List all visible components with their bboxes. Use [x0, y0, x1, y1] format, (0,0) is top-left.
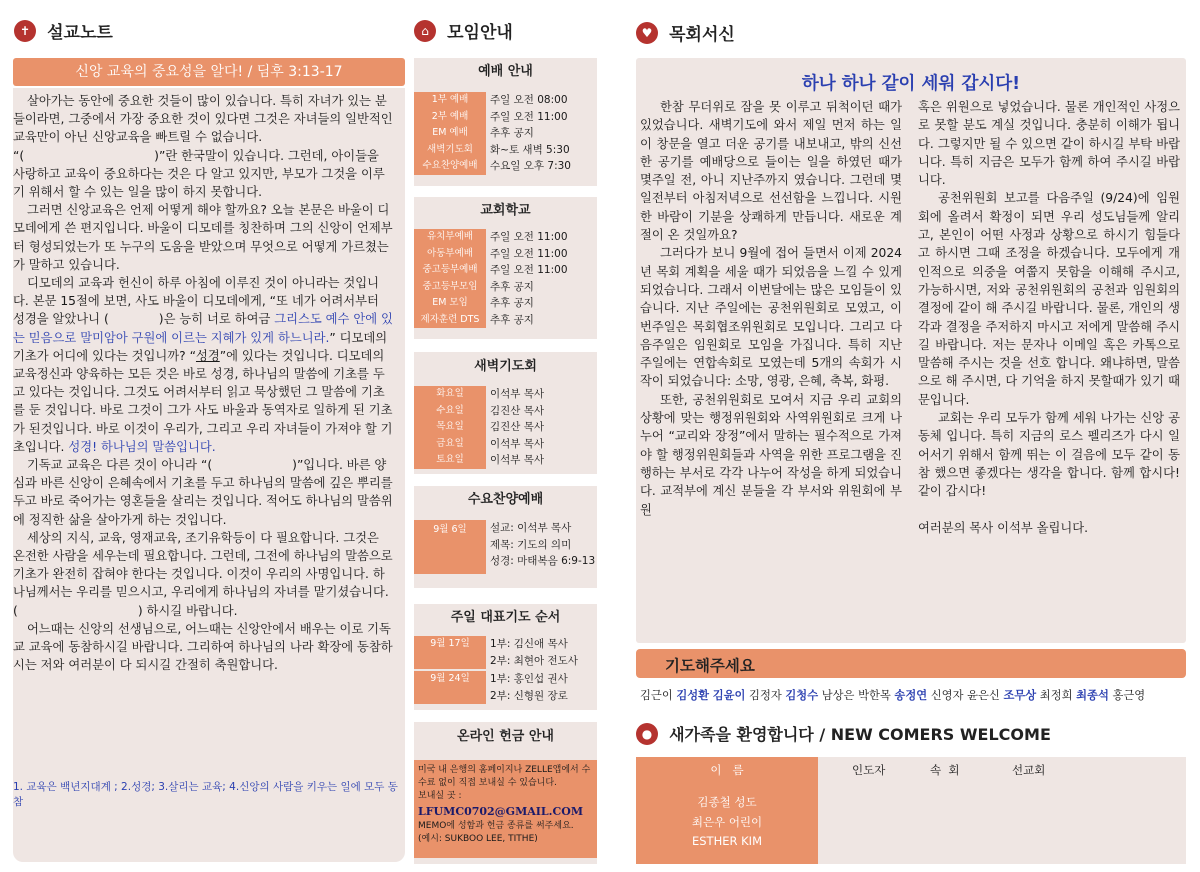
- letter-title: 하나 하나 같이 세워 갑시다!: [801, 74, 1021, 94]
- dawn-row: [414, 386, 597, 403]
- worship-row-label: 2부 예배: [414, 109, 486, 126]
- meeting-section-header: [414, 18, 599, 48]
- wednesday-date: 9월 6일: [414, 520, 486, 574]
- school-row: [414, 312, 597, 329]
- sermon-paragraph: [13, 529, 393, 620]
- school-row-label: 유치부예배: [414, 229, 486, 246]
- sermon-paragraph: 그러면 신앙교육은 언제 어떻게 해야 할까요? 오늘 본문은 바울이 디모데에게 쓴 편지입니다. 바울이 디모데를 칭찬하며 그의 신앙이 언제부터 형성되었는가 또 누구의 도움을 받았으며 무엇으로 어떻게 가르쳤는가 말하고 있습니다.: [13, 203, 393, 272]
- header-mission-group: 선교회: [1012, 763, 1046, 777]
- text-run: 세상의 지식, 교육, 영재교육, 조기유학등이 다 필요합니다. 그것은 온전한 사람을 세우는데 필요합니다. 그런데, 그전에 하나님의 말씀으로 기초가 완전히 잡혀야 한다는 것입니다. 이것이 우리의 사명입니다. 하나님께서는 우리를 믿으시고, 우리에게 하나님의 자녀를 맡기셨습니다. (: [13, 530, 393, 618]
- worship-row-value: 주일 오전 11:00: [490, 110, 568, 123]
- worship-row-label: 수요찬양예배: [414, 158, 486, 175]
- school-row-value: 주일 오전 11:00: [490, 247, 568, 260]
- letter-paragraph: 혹은 위원으로 넣었습니다. 물론 개인적인 사정으로 못할 분도 계실 것입니다. 충분히 이해가 됩니다. 그렇지만 될 수 있으면 같이 하시길 부탁 바랍니다. 특히 지금은 모두가 함께 하여 주시길 바랍니다.: [918, 100, 1180, 188]
- prayer-name: 송정연: [894, 689, 928, 702]
- online-email: LFUMC0702@GMAIL.COM: [418, 805, 584, 818]
- text-run: 기독교 교육은 다른 것이 아니라 “(: [27, 458, 213, 473]
- dawn-title: 새벽기도회: [474, 359, 537, 374]
- sermon-section-header: [14, 18, 404, 48]
- sermon-paragraph: 어느때는 신앙의 선생님으로, 어느때는 신앙안에서 배우는 이로 기독교 교육에 동참하시길 바랍니다. 그리하여 하나님의 나라 확장에 동참하시는 저와 여러분이 다 되시길 간절히 축원합니다.: [13, 621, 393, 673]
- letter-paragraph: 교회는 우리 모두가 함께 세워 나가는 신앙 공동체 입니다. 특히 지금의 로스 펠리즈가 다시 일어서기 위해서 함께 뛰는 이 걸음에 모두 같이 동참 했으면 좋겠다는 생각을 합니다. 함께 합시다! 같이 갑시다!: [918, 411, 1180, 499]
- prayer-name: 김성환: [676, 689, 710, 702]
- prayer-order-box: [414, 604, 597, 710]
- letter-paragraph: 또한, 공천위원회로 모여서 지금 우리 교회의 상황에 맞는 행정위원회와 사역위원회로 크게 나누어 “교리와 장정”에서 말하는 필수적으로 가져야 할 행정위원회들과 사역을 위한 프로그램을 진행하는 부서로 각각 나누어 작성을 하게 되었습니다. 교적부에 계신 분들을 각 부서와 위원회에 부원: [640, 392, 902, 517]
- sermon-body: [13, 92, 393, 675]
- prayer-name: 최정희: [1039, 689, 1073, 702]
- wednesday-service-box: [414, 486, 597, 588]
- prayer-names-list: [640, 687, 1190, 703]
- sermon-answer-note: 1. 교육은 백년지대계 ; 2.성경; 3.살리는 교육; 4.신앙의 사람을 키우는 일에 모두 동참: [13, 781, 398, 808]
- wednesday-line: 제목: 기도의 의미: [490, 538, 572, 551]
- school-row-value: 주일 오전 11:00: [490, 264, 568, 276]
- prayer-order-line: 1부: 김신애 목사: [490, 638, 568, 650]
- sermon-title-bar: 신앙 교육의 중요성을 알다! / 딤후 3:13-17: [13, 58, 405, 86]
- sermon-paragraph: [13, 274, 393, 456]
- prayer-order-group: [414, 671, 597, 704]
- dawn-row: [414, 403, 597, 420]
- wednesday-line: 성경: 마태복음 6:9-13: [490, 555, 596, 567]
- worship-row-value: 주일 오전 08:00: [490, 94, 568, 106]
- dawn-row-label: 금요일: [414, 436, 486, 453]
- prayer-name: 김윤이: [712, 689, 746, 702]
- prayer-order-line: 1부: 홍인섭 권사: [490, 673, 568, 685]
- letter-paragraph: 그러다가 보니 9월에 접어 들면서 이제 2024년 목회 계획을 세울 때가 되었음을 느낄 수 있게 되었습니다. 그래서 이번달에는 많은 모임들이 있습니다. 지난 주일에는 공천위원회로 모였고, 이번주일은 목회협조위원회로 모입니다. 그리고 다음주일은 임원회로 모임을 가집니다. 특히 지난 주일에는 연합속회로 모였는데 5개의 속회가 시작이 되었습니다: 소망, 영광, 은혜, 축복, 화평.: [640, 246, 902, 389]
- school-row-label: 중고등부모임: [414, 279, 486, 296]
- sermon-paragraph: [13, 147, 393, 202]
- header-guide: 인도자: [852, 763, 886, 777]
- meeting-section-title: 모임안내: [447, 23, 513, 43]
- school-title: 교회학교: [480, 203, 531, 218]
- school-row: [414, 295, 597, 312]
- underlined-word: 성경: [195, 348, 220, 363]
- prayer-order-date: 9월 17일: [414, 636, 486, 669]
- school-row-label: 중고등부예배: [414, 262, 486, 279]
- letter-section-header: [636, 20, 936, 50]
- worship-row-label: 1부 예배: [414, 92, 486, 109]
- school-row: [414, 262, 597, 279]
- online-line: 미국 내 은행의 홈페이지나 ZELLE앱에서 수수료 없이 직접 보내실 수 있습니다.: [418, 765, 591, 788]
- text-run: “(: [13, 148, 25, 163]
- text-run: ) 하시길 바랍니다.: [137, 603, 238, 618]
- worship-row-value: 추후 공지: [490, 127, 534, 139]
- dawn-row-value: 김진산 목사: [490, 404, 545, 417]
- prayer-name: 김근이: [640, 689, 673, 702]
- text-run: )은 능히 너로 하여금: [158, 312, 275, 327]
- school-row-value: 주일 오전 11:00: [490, 231, 568, 243]
- online-offering-box: [414, 722, 597, 864]
- school-row: [414, 279, 597, 296]
- dawn-row: [414, 452, 597, 469]
- prayer-name: 남상은: [821, 689, 855, 702]
- school-row-label: EM 모임: [414, 295, 486, 312]
- text-run: )”입니다. 바른 양심과 바른 신앙이 은혜속에서 기초를 두고 하나님의 말씀에 깊은 뿌리를 두고 바로 죽어가는 영혼들을 살리는 것입니다. 적어도 하나님의 말씀위에 정직한 삶을 살아가게 하는 것입니다.: [13, 458, 393, 527]
- prayer-name: 윤은신: [967, 689, 1000, 702]
- dawn-row: [414, 436, 597, 453]
- online-line: (예시: SUKBOO LEE, TITHE): [418, 834, 538, 844]
- dawn-row-value: 이석부 목사: [490, 454, 545, 466]
- dawn-row-label: 토요일: [414, 452, 486, 469]
- prayer-order-line: 2부: 최현아 전도사: [490, 654, 578, 667]
- prayer-name: 최종석: [1076, 689, 1109, 702]
- dawn-row-label: 목요일: [414, 419, 486, 436]
- text-run: )”란 한국말이 있습니다. 그런데, 아이들을 사랑하고 교육이 중요하다는 것은 다 알고 있지만, 부모가 그것을 이루기 위해서 할 수 있는 일을 많이 하지 못합니다.: [13, 148, 385, 200]
- scripture-quote: 그리스도 예수 안에 있는 믿음으로 말미암아 구원에 이르는 지혜가 있게 하느니라.: [13, 312, 393, 345]
- prayer-order-group: [414, 636, 597, 669]
- newcomer-name: ESTHER KIM: [691, 834, 762, 848]
- prayer-request-title: 기도해주세요: [665, 657, 755, 675]
- worship-row-value: 화~토 새벽 5:30: [490, 143, 570, 156]
- prayer-name: 박한목: [858, 689, 891, 702]
- emphasis-text: 성경! 하나님의 말씀입니다.: [68, 439, 216, 454]
- dawn-row-value: 이석부 목사: [490, 437, 545, 450]
- worship-row: [414, 158, 597, 175]
- newcomer-name: 최은우 어린이: [691, 815, 763, 829]
- church-building-icon: ⌂: [414, 20, 436, 42]
- letter-signature: 여러분의 목사 이석부 올립니다.: [918, 520, 1089, 535]
- letter-column-left: [640, 98, 902, 519]
- worship-row: [414, 142, 597, 159]
- wednesday-line: 설교: 이석부 목사: [490, 522, 572, 534]
- text-run: 디모데의 교육과 헌신이 하루 아침에 이루진 것이 아니라는 것입니다. 본문 15절에 보면, 사도 바울이 디모데에게, “또 네가 어려서부터 성경을 알았나니 (: [13, 276, 379, 327]
- prayer-name: 신영자: [930, 689, 964, 702]
- newcomer-name: 김종철 성도: [697, 795, 757, 809]
- person-icon: ●: [636, 723, 658, 745]
- worship-row: [414, 92, 597, 109]
- prayer-name: 홍근영: [1112, 689, 1146, 702]
- heart-icon: ♥: [636, 22, 658, 44]
- dawn-row: [414, 419, 597, 436]
- sermon-paragraph: 살아가는 동안에 중요한 것들이 많이 있습니다. 특히 자녀가 있는 분들이라면, 그중에서 가장 중요한 것이 있다면 그것은 자녀들의 일반적인 교육만이 아닌 신앙교육을 빠트릴 수 없습니다.: [13, 94, 393, 145]
- prayer-order-title: 주일 대표기도 순서: [450, 610, 561, 625]
- dawn-row-value: 김진산 목사: [490, 421, 545, 433]
- letter-section-title: 목회서신: [669, 25, 735, 45]
- online-title: 온라인 헌금 안내: [457, 729, 554, 744]
- prayer-name: 김정자: [749, 689, 782, 702]
- school-row-value: 추후 공지: [490, 297, 534, 309]
- church-logo-icon: ✝: [14, 20, 36, 42]
- header-name: 이 름: [710, 763, 744, 777]
- school-row-value: 추후 공지: [490, 280, 534, 293]
- prayer-order-line: 2부: 신형원 장로: [490, 689, 568, 702]
- dawn-row-label: 수요일: [414, 403, 486, 420]
- school-row-label: 아동부예배: [414, 246, 486, 263]
- worship-row-label: 새벽기도회: [414, 142, 486, 159]
- welcome-title: 새가족을 환영합니다 / NEW COMERS WELCOME: [669, 725, 1051, 744]
- worship-row-value: 수요일 오후 7:30: [490, 160, 571, 172]
- sermon-section-title: 설교노트: [47, 23, 113, 43]
- school-row: [414, 246, 597, 263]
- dawn-prayer-box: [414, 352, 597, 474]
- worship-row: [414, 109, 597, 126]
- school-row: [414, 229, 597, 246]
- worship-row: [414, 125, 597, 142]
- letter-column-right: [918, 98, 1180, 537]
- worship-row-label: EM 예배: [414, 125, 486, 142]
- header-cell-group: 속 회: [930, 763, 960, 777]
- worship-info-box: [414, 58, 597, 186]
- dawn-row-value: 이석부 목사: [490, 388, 545, 400]
- text-run: ”에 있다는 것입니다. 디모데의 교육정신과 양육하는 모든 것은 바로 성경, 하나님의 말씀에 기초를 두고 있다는 것입니다. 그것도 어려서부터 읽고 묵상했던 그 말씀에 기초를 둔 것입니다. 바로 그것이 그가 사도 바울과 동역자로 일하게 된 기초가 된것입니다. 바로 이것이 우리가, 그리고 우리 자녀들이 가져야 할 기초입니다.: [13, 348, 393, 454]
- prayer-name: 조무상: [1003, 689, 1037, 702]
- school-row-label: 제자훈련 DTS: [414, 312, 486, 329]
- wednesday-row: [414, 520, 597, 574]
- wednesday-title: 수요찬양예배: [467, 492, 544, 507]
- school-info-box: [414, 197, 597, 339]
- welcome-section-header: [636, 722, 1186, 752]
- school-row-value: 추후 공지: [490, 313, 534, 326]
- prayer-name: 김청수: [785, 689, 819, 702]
- letter-paragraph: 한참 무더위로 잠을 못 이루고 뒤척이던 때가 있었습니다. 새벽기도에 와서 제일 먼저 하는 일이 창문을 열고 더운 공기를 내보내고, 밖의 신선한 공기를 예배당으로 들이는 일을 하였던 때가 몇주일 전, 아니 지난주까지 였습니다. 그런데 몇 일전부터 아침저녁으로 선선함을 느낍니다. 시원한 바람이 기분을 상쾌하게 만듭니다. 새로운 계절이 온 것일까요?: [640, 100, 902, 243]
- prayer-order-date: 9월 24일: [414, 671, 486, 704]
- online-line: 보내실 곳 :: [418, 791, 462, 801]
- worship-title: 예배 안내: [478, 64, 533, 79]
- sermon-paragraph: [13, 456, 393, 529]
- online-info-panel: [414, 760, 597, 858]
- online-text: [418, 764, 593, 846]
- dawn-row-label: 화요일: [414, 386, 486, 403]
- letter-paragraph: 공천위원회 보고를 다음주일 (9/24)에 임원회에 올려서 확정이 되면 우리 성도님들께 알리고, 본인이 어떤 사정과 상황으로 하시기 힘들다고 하시면 그때 조정을 하겠습니다. 모두에게 개인적으로 의중을 여쭙지 못함을 이해해 주시고, 가능하시면, 저와 공천위원회의 공천과 임원회의 결정에 같이 해 주시길 바랍니다. 물론, 개인의 생각과 결정을 주저하지 마시고 저에게 말씀해 주시길 바랍니다. 저는 문자나 이메일 혹은 카톡으로 말씀해 주시는 것을 선호 합니다. 왜냐하면, 말씀으로 해 주시면, 다 기억을 하지 못할때가 있기 때문입니다.: [918, 191, 1180, 407]
- online-line: MEMO에 성함과 헌금 종류를 써주세요.: [418, 821, 574, 831]
- text-run: ” 디모데의 기초가 어디에 있다는 것입니까? “: [13, 330, 388, 363]
